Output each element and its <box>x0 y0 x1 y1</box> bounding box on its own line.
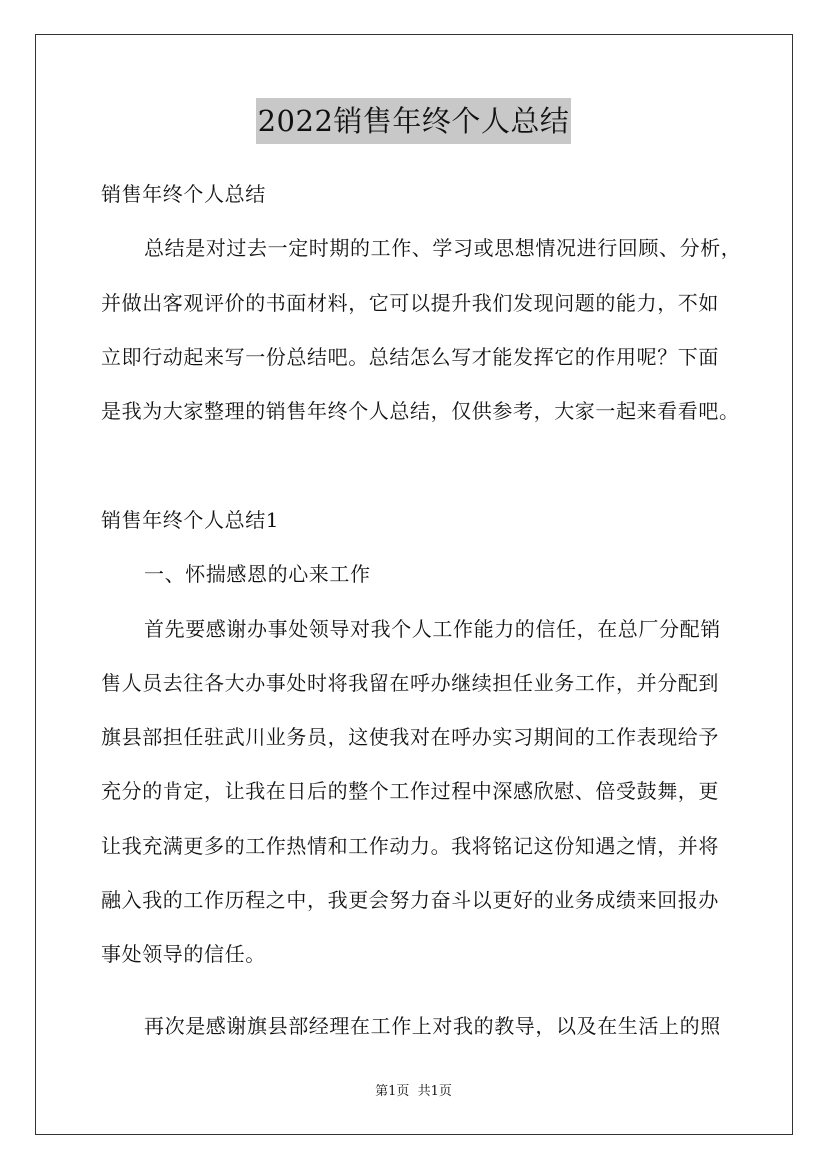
subsection-heading: 一、怀揣感恩的心来工作 <box>144 562 371 586</box>
paragraph-line: 首先要感谢办事处领导对我个人工作能力的信任，在总厂分配销 <box>144 617 721 641</box>
paragraph-line: 充分的肯定，让我在日后的整个工作过程中深感欣慰、倍受鼓舞，更 <box>101 779 719 803</box>
title-container <box>0 98 827 144</box>
paragraph-line: 总结是对过去一定时期的工作、学习或思想情况进行回顾、分析， <box>144 236 742 260</box>
paragraph-line: 旗县部担任驻武川业务员，这使我对在呼办实习期间的工作表现给予 <box>101 725 719 749</box>
page-number-footer: 第1页 共1页 <box>375 1084 452 1099</box>
paragraph-line: 融入我的工作历程之中，我更会努力奋斗以更好的业务成绩来回报办 <box>101 888 719 912</box>
document-title: 2022销售年终个人总结 <box>256 98 572 144</box>
paragraph-line: 再次是感谢旗县部经理在工作上对我的教导，以及在生活上的照 <box>144 1014 721 1038</box>
paragraph-line: 是我为大家整理的销售年终个人总结，仅供参考，大家一起来看看吧。 <box>101 399 740 423</box>
paragraph-line: 并做出客观评价的书面材料，它可以提升我们发现问题的能力，不如 <box>101 291 719 315</box>
paragraph-line: 让我充满更多的工作热情和工作动力。我将铭记这份知遇之情，并将 <box>101 834 719 858</box>
paragraph-line: 事处领导的信任。 <box>101 942 266 966</box>
paragraph-line: 售人员去往各大办事处时将我留在呼办继续担任业务工作，并分配到 <box>101 671 719 695</box>
paragraph-line: 立即行动起来写一份总结吧。总结怎么写才能发挥它的作用呢？下面 <box>101 345 719 369</box>
section-heading: 销售年终个人总结1 <box>101 508 280 532</box>
section-heading: 销售年终个人总结 <box>101 182 266 206</box>
